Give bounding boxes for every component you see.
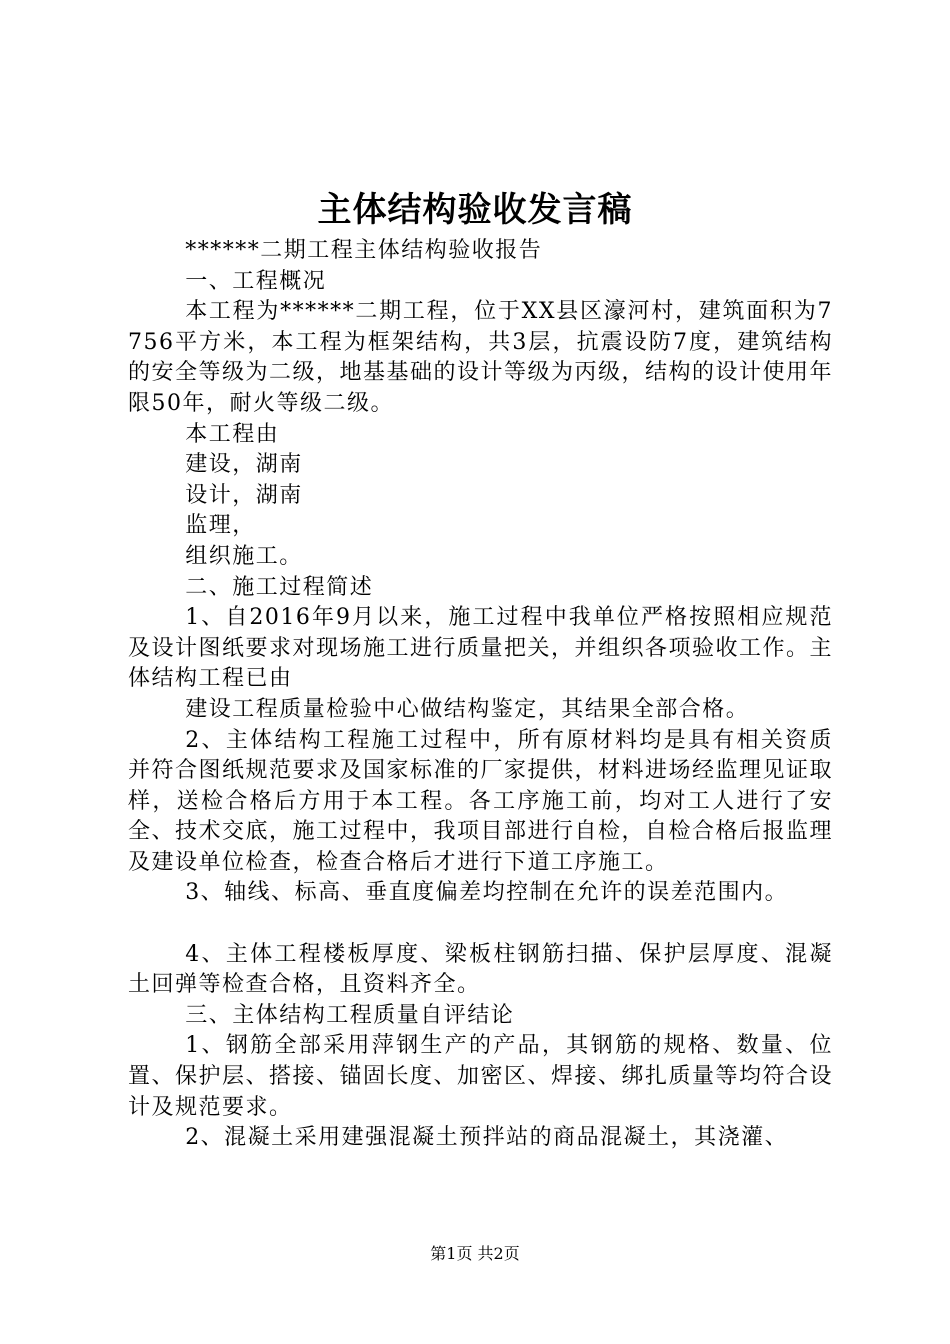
paragraph-supervision: 监理， <box>185 513 256 539</box>
paragraph-design: 设计，湖南 <box>185 482 303 508</box>
paragraph-evaluation-2: 2、混凝土采用建强混凝土预拌站的商品混凝土，其浇灌、 <box>185 1125 789 1151</box>
paragraph-process-4: 4、主体工程楼板厚度、梁板柱钢筋扫描、保护层厚度、混凝土回弹等检查合格，且资料齐全。 <box>128 941 833 998</box>
paragraph-organize: 组织施工。 <box>185 543 303 569</box>
paragraph-evaluation-1: 1、钢筋全部采用萍钢生产的产品，其钢筋的规格、数量、位置、保护层、搭接、锚固长度、加密区、焊接、绑扎质量等均符合设计及规范要求。 <box>128 1033 834 1120</box>
paragraph-construction: 建设，湖南 <box>185 452 303 478</box>
document-title: 主体结构验收发言稿 <box>317 190 633 230</box>
blank-line <box>128 909 833 940</box>
paragraph-inspection-center: 建设工程质量检验中心做结构鉴定，其结果全部合格。 <box>185 696 750 722</box>
paragraph-process-3: 3、轴线、标高、垂直度偏差均控制在允许的误差范围内。 <box>185 880 789 906</box>
section-heading-evaluation: 三、主体结构工程质量自评结论 <box>185 1002 515 1028</box>
section-heading-process: 二、施工过程简述 <box>185 574 374 600</box>
section-heading-overview: 一、工程概况 <box>185 268 327 294</box>
document-body <box>128 236 833 1154</box>
paragraph-process-1: 1、自2016年9月以来，施工过程中我单位严格按照相应规范及设计图纸要求对现场施工进行质量把关，并组织各项验收工作。主体结构工程已由 <box>128 605 834 692</box>
paragraph-overview: 本工程为******二期工程，位于XX县区濠河村，建筑面积为7756平方米，本工程为框架结构，共3层，抗震设防7度，建筑结构的安全等级为二级，地基基础的设计等级为丙级，结构的设计使用年限50年，耐火等级二级。 <box>128 299 834 416</box>
paragraph-contractor: 本工程由 <box>185 421 280 447</box>
paragraph-report-heading: ******二期工程主体结构验收报告 <box>185 238 543 263</box>
page-footer: 第1页 共2页 <box>430 1244 520 1263</box>
paragraph-process-2: 2、主体结构工程施工过程中，所有原材料均是具有相关资质并符合图纸规范要求及国家标准的厂家提供，材料进场经监理见证取样，送检合格后方用于本工程。各工序施工前，均对工人进行了安全、技术交底，施工过程中，我项目部进行自检，自检合格后报监理及建设单位检查，检查合格后才进行下道工序施工。 <box>128 727 834 875</box>
